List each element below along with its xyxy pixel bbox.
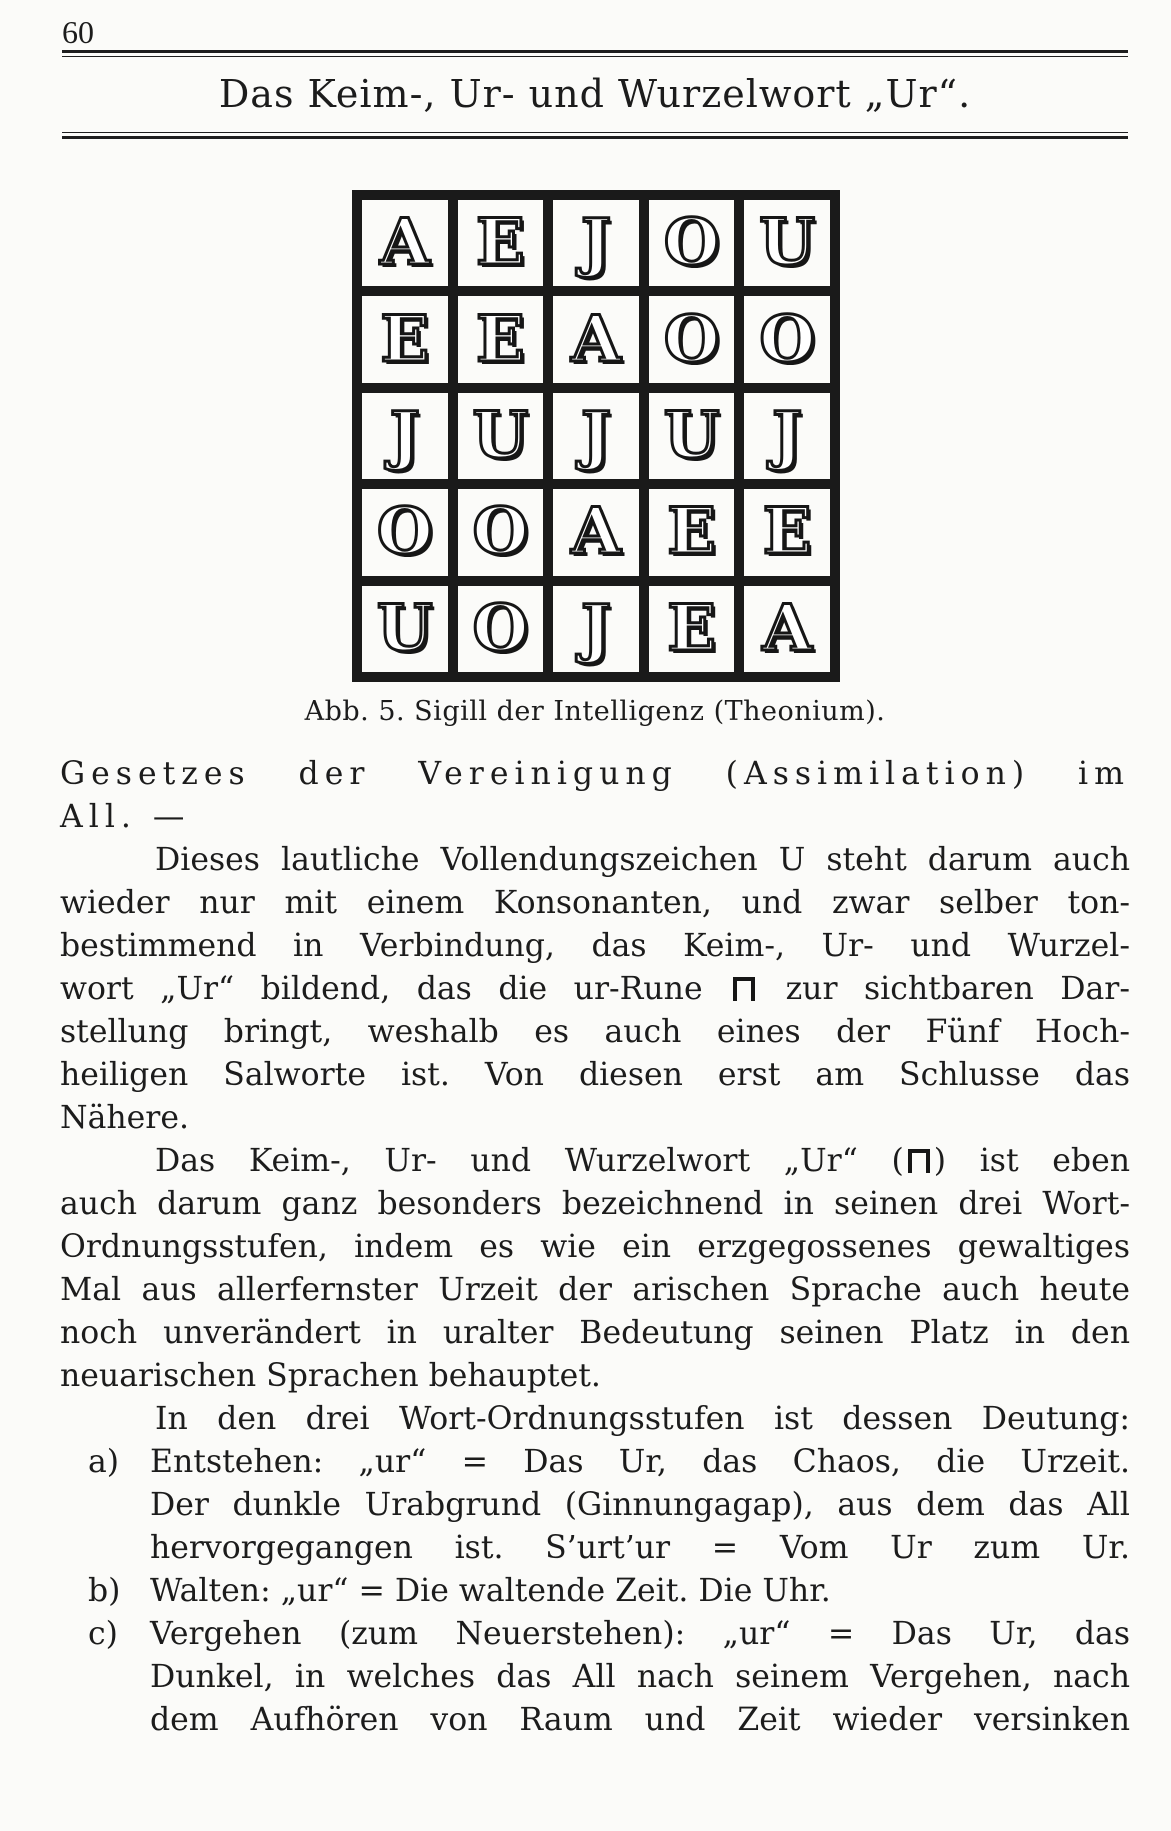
sigil-cell — [550, 390, 642, 482]
header-rule-bottom-thin — [62, 132, 1128, 133]
sigil-cell — [455, 293, 547, 385]
sigil-letter: J — [772, 397, 803, 473]
text-line: bestimmend in Verbindung, das Keim-, Ur- und Wurzel- — [60, 928, 1130, 964]
text-line — [60, 967, 1130, 1011]
text-segment: zur sichtbaren Dar- — [759, 971, 1130, 1007]
text-line: auch darum ganz besonders bezeichnend in seinen drei Wort- — [60, 1186, 1130, 1222]
sigil-letter: A — [379, 205, 430, 281]
sigil-cell — [359, 197, 451, 289]
sigil-cell — [741, 390, 833, 482]
sigil-letter: E — [667, 494, 716, 570]
sigil-grid — [352, 190, 840, 682]
text-line: heiligen Salworte ist. Von diesen erst am Schlusse das — [60, 1057, 1130, 1093]
sigil-letter: E — [667, 590, 716, 666]
text-line: noch unverändert in uralter Bedeutung seinen Platz in den — [60, 1315, 1130, 1351]
list-item-label: c) — [88, 1616, 118, 1652]
sigil-letter: O — [376, 494, 433, 570]
sigil-letter: U — [759, 205, 816, 281]
sigil-letter: A — [762, 590, 813, 666]
sigil-letter: U — [663, 397, 720, 473]
text-line: stellung bringt, weshalb es auch eines der Fünf Hoch- — [60, 1014, 1130, 1050]
sigil-letter: J — [389, 397, 420, 473]
sigil-letter: E — [476, 205, 525, 281]
text-line: Mal aus allerfernster Urzeit der arischen Sprache auch heute — [60, 1272, 1130, 1308]
text-line: wieder nur mit einem Konsonanten, und zwar selber ton- — [60, 885, 1130, 921]
sigil-cell — [550, 197, 642, 289]
sigil-cell — [646, 486, 738, 578]
sigil-cell — [741, 486, 833, 578]
sigil-letter: J — [580, 590, 612, 666]
sigil-cell — [741, 197, 833, 289]
list-item-line: hervorgegangen ist. S’urt’ur = Vom Ur zum Ur. — [150, 1530, 1130, 1566]
text-segment: wort „Ur“ bildend, das die ur-Rune — [60, 971, 730, 1007]
list-item-line: Der dunkle Urabgrund (Ginnungagap), aus dem das All — [150, 1487, 1130, 1523]
text-line: Gesetzes der Vereinigung (Assimilation) im — [60, 756, 1130, 792]
text-line: neuarischen Sprachen behauptet. — [60, 1358, 601, 1394]
sigil-letter: A — [571, 494, 621, 570]
sigil-letter: O — [472, 494, 529, 570]
sigil-letter: O — [759, 301, 816, 377]
sigil-letter: J — [580, 205, 612, 281]
list-item-label: b) — [88, 1573, 121, 1609]
list-item-line: Walten: „ur“ = Die waltende Zeit. Die Uhr. — [150, 1573, 831, 1609]
sigil-cell — [550, 293, 642, 385]
header-rule-top-thin — [62, 56, 1128, 57]
text-line: Nähere. — [60, 1100, 189, 1136]
sigil-cell — [359, 390, 451, 482]
ur-rune-icon — [733, 977, 755, 1001]
sigil-letter: O — [663, 301, 720, 377]
page-number: 60 — [62, 14, 94, 50]
text-line: All. — — [60, 799, 191, 835]
running-title: Das Keim-, Ur- und Wurzelwort „Ur“. — [218, 72, 972, 116]
text-line — [155, 1139, 1130, 1183]
figure-caption: Abb. 5. Sigill der Intelligenz (Theonium). — [304, 696, 886, 727]
sigil-letter: E — [762, 494, 812, 570]
sigil-cell — [741, 583, 833, 675]
sigil-letter: E — [380, 301, 430, 377]
sigil-cell — [646, 390, 738, 482]
text-segment: ) ist eben — [933, 1143, 1130, 1179]
sigil-cell — [646, 293, 738, 385]
sigil-letter: O — [663, 205, 720, 281]
text-line: In den drei Wort-Ordnungsstufen ist dessen Deutung: — [155, 1401, 1130, 1437]
sigil-cell — [646, 197, 738, 289]
sigil-cell — [550, 583, 642, 675]
header-rule-top-thick — [62, 50, 1128, 53]
sigil-letter: U — [376, 590, 433, 666]
sigil-cell — [359, 583, 451, 675]
list-item-line: Entstehen: „ur“ = Das Ur, das Chaos, die Urzeit. — [150, 1444, 1130, 1480]
header-rule-bottom-thick — [62, 136, 1128, 139]
sigil-cell — [646, 583, 738, 675]
sigil-cell — [455, 486, 547, 578]
sigil-cell — [455, 390, 547, 482]
sigil-letter: J — [580, 397, 612, 473]
list-item-label: a) — [88, 1444, 120, 1480]
sigil-cell — [455, 197, 547, 289]
sigil-letter: E — [476, 301, 525, 377]
sigil-cell — [359, 486, 451, 578]
text-line: Dieses lautliche Vollendungszeichen U steht darum auch — [155, 842, 1130, 878]
list-item-line: Vergehen (zum Neuerstehen): „ur“ = Das Ur, das — [150, 1616, 1130, 1652]
ur-rune-icon — [908, 1149, 930, 1173]
sigil-letter: O — [472, 590, 529, 666]
sigil-letter: U — [472, 397, 529, 473]
sigil-cell — [550, 486, 642, 578]
text-segment: Das Keim-, Ur- und Wurzelwort „Ur“ ( — [155, 1143, 904, 1179]
sigil-cell — [455, 583, 547, 675]
text-line: Ordnungsstufen, indem es wie ein erzgegossenes gewaltiges — [60, 1229, 1130, 1265]
sigil-cell — [741, 293, 833, 385]
list-item-line: dem Aufhören von Raum und Zeit wieder versinken — [150, 1702, 1130, 1738]
sigil-letter: A — [571, 301, 621, 377]
list-item-line: Dunkel, in welches das All nach seinem Vergehen, nach — [150, 1659, 1130, 1695]
sigil-cell — [359, 293, 451, 385]
